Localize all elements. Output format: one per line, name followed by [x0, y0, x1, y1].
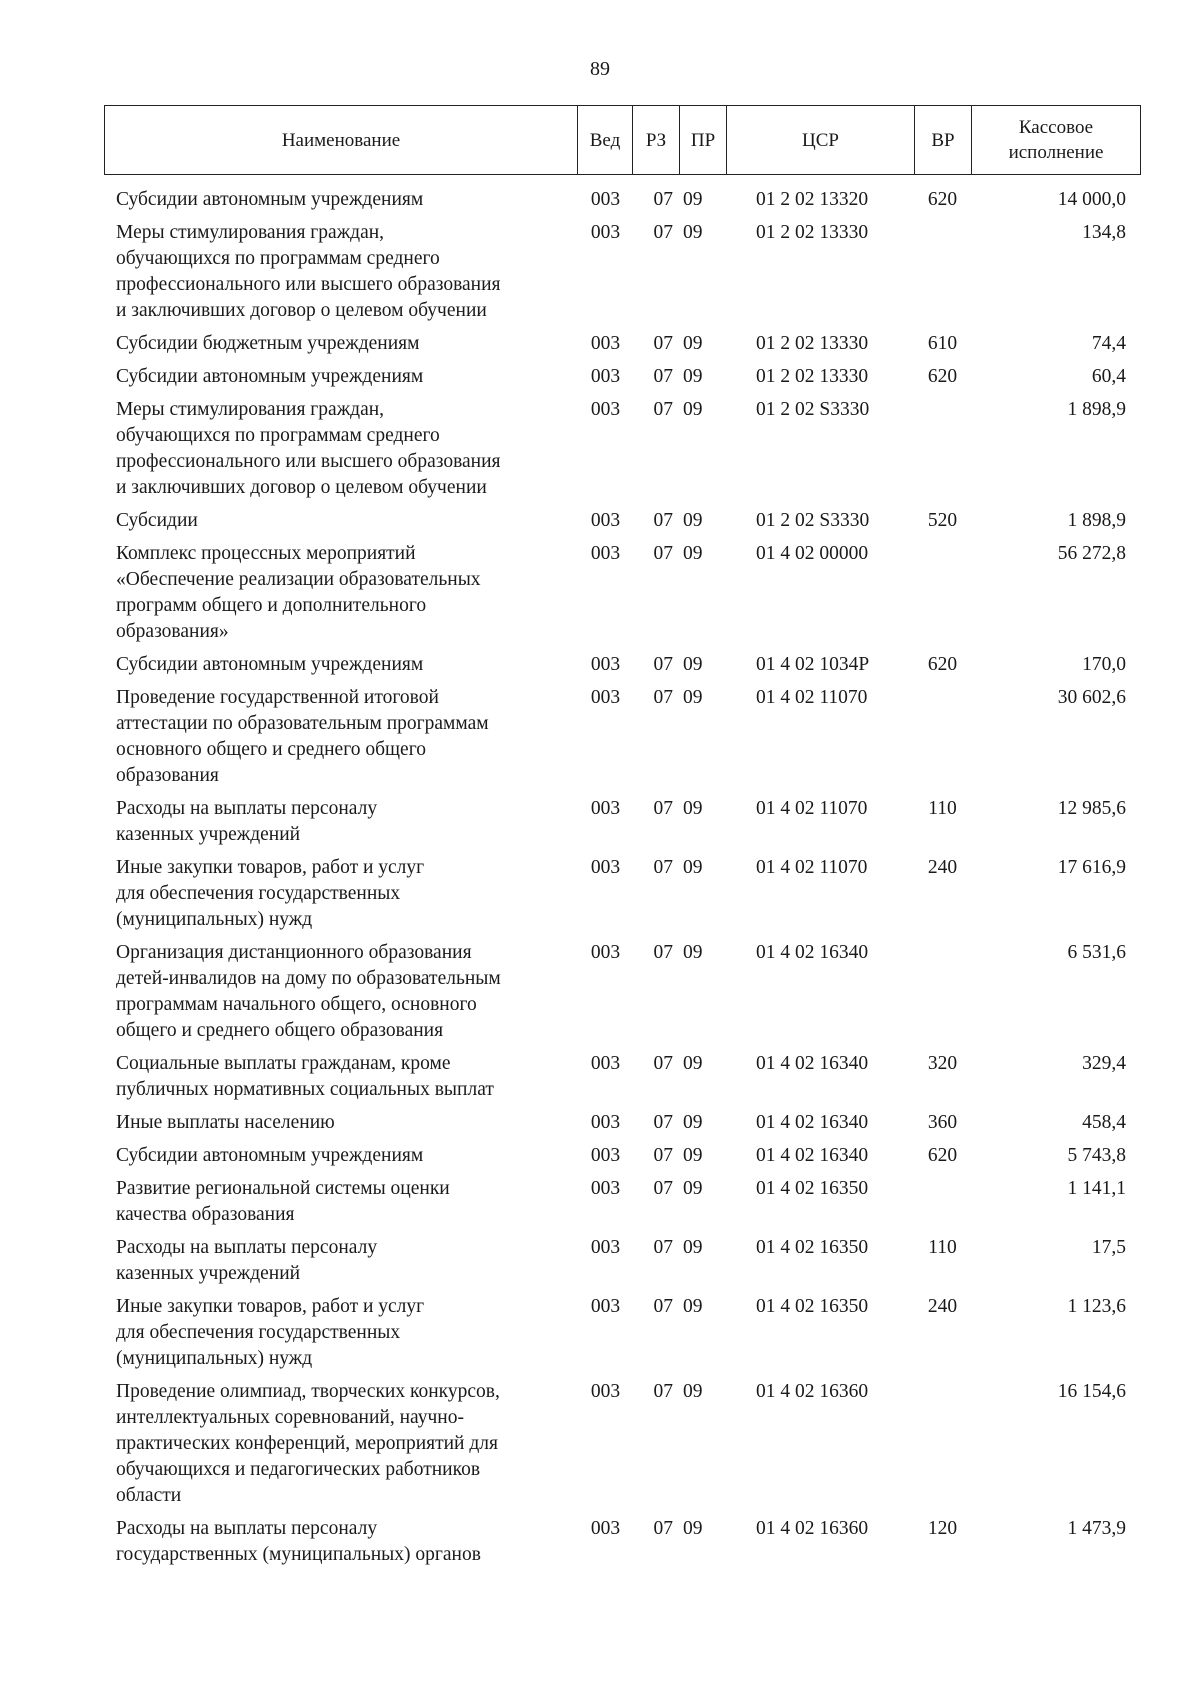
cell-amount: 17,5 — [1091, 1237, 1126, 1258]
cell-rz: 07 — [653, 366, 673, 387]
cell-name-line: Субсидии — [116, 510, 198, 531]
cell-ved: 003 — [590, 942, 621, 963]
cell-rz: 07 — [653, 687, 673, 708]
cell-csr: 01 2 02 13330 — [756, 366, 869, 387]
table-row — [104, 541, 1140, 652]
cell-rz: 07 — [653, 189, 673, 210]
cell-rz: 07 — [653, 1053, 673, 1074]
table-row — [104, 855, 1140, 940]
cell-vr: 520 — [927, 510, 958, 531]
cell-name — [104, 652, 577, 685]
cell-amount: 1 898,9 — [1067, 510, 1126, 531]
cell-ved: 003 — [590, 1237, 621, 1258]
cell-ved: 003 — [590, 333, 621, 354]
cell-name-line: Проведение олимпиад, творческих конкурсов, — [116, 1381, 500, 1402]
cell-ved: 003 — [590, 1053, 621, 1074]
table-row — [104, 1379, 1140, 1516]
table-row — [104, 1143, 1140, 1176]
cell-vr: 110 — [928, 1237, 957, 1258]
cell-csr: 01 2 02 13330 — [756, 222, 869, 243]
cell-rz: 07 — [653, 1112, 673, 1133]
cell-amount: 134,8 — [1082, 222, 1126, 243]
cell-vr: 620 — [927, 189, 958, 210]
cell-pr: 09 — [683, 687, 703, 708]
cell-amount: 5 743,8 — [1067, 1145, 1126, 1166]
cell-name-line: обучающихся по программам среднего — [116, 248, 440, 269]
cell-name — [104, 331, 577, 364]
cell-pr: 09 — [683, 222, 703, 243]
cell-name-line: интеллектуальных соревнований, научно- — [116, 1407, 464, 1428]
cell-name — [104, 1110, 577, 1143]
cell-ved: 003 — [590, 366, 621, 387]
cell-rz: 07 — [653, 510, 673, 531]
header-pr: ПР — [680, 106, 727, 175]
cell-amount: 458,4 — [1082, 1112, 1126, 1133]
header-vr: ВР — [915, 106, 972, 175]
cell-amount: 329,4 — [1082, 1053, 1126, 1074]
cell-name-line: Расходы на выплаты персоналу — [116, 798, 378, 819]
cell-csr: 01 2 02 13320 — [756, 189, 869, 210]
cell-csr: 01 4 02 1034P — [756, 654, 870, 675]
cell-vr — [914, 541, 971, 652]
cell-name-line: казенных учреждений — [116, 824, 301, 845]
cell-vr: 240 — [927, 1296, 958, 1317]
cell-name — [104, 940, 577, 1051]
cell-name-line: Комплекс процессных мероприятий — [116, 543, 416, 564]
cell-name-line: профессионального или высшего образования — [116, 451, 501, 472]
cell-pr: 09 — [683, 1112, 703, 1133]
cell-ved: 003 — [590, 189, 621, 210]
cell-name-line: Социальные выплаты гражданам, кроме — [116, 1053, 451, 1074]
cell-amount: 1 898,9 — [1067, 399, 1126, 420]
cell-amount: 56 272,8 — [1057, 543, 1126, 564]
cell-name — [104, 220, 577, 331]
cell-name-line: образования — [116, 765, 219, 786]
cell-name-line: Субсидии автономным учреждениям — [116, 654, 424, 675]
table-row — [104, 685, 1140, 796]
cell-csr: 01 4 02 11070 — [756, 857, 868, 878]
cell-name-line: качества образования — [116, 1204, 295, 1225]
cell-name-line: практических конференций, мероприятий для — [116, 1433, 498, 1454]
cell-csr: 01 4 02 16340 — [756, 1053, 869, 1074]
cell-name-line: Меры стимулирования граждан, — [116, 222, 385, 243]
cell-name — [104, 685, 577, 796]
cell-vr — [914, 397, 971, 508]
cell-vr: 110 — [928, 798, 957, 819]
cell-name-line: Меры стимулирования граждан, — [116, 399, 385, 420]
table-row — [104, 220, 1140, 331]
cell-vr: 620 — [927, 1145, 958, 1166]
cell-rz: 07 — [653, 798, 673, 819]
cell-pr: 09 — [683, 654, 703, 675]
cell-name-line: основного общего и среднего общего — [116, 739, 426, 760]
cell-name-line: (муниципальных) нужд — [116, 1348, 313, 1369]
cell-csr: 01 2 02 S3330 — [756, 399, 870, 420]
cell-name — [104, 796, 577, 855]
cell-name — [104, 541, 577, 652]
cell-pr: 09 — [683, 366, 703, 387]
table-row — [104, 1235, 1140, 1294]
table-header — [104, 105, 1141, 175]
budget-table — [104, 187, 1140, 1575]
cell-ved: 003 — [590, 1112, 621, 1133]
cell-pr: 09 — [683, 1237, 703, 1258]
cell-name-line: Субсидии автономным учреждениям — [116, 1145, 424, 1166]
cell-name-line: Организация дистанционного образования — [116, 942, 472, 963]
table-row — [104, 508, 1140, 541]
cell-name-line: для обеспечения государственных — [116, 883, 401, 904]
cell-pr: 09 — [683, 1381, 703, 1402]
cell-vr: 240 — [927, 857, 958, 878]
cell-csr: 01 4 02 00000 — [756, 543, 869, 564]
cell-amount: 17 616,9 — [1057, 857, 1126, 878]
cell-amount: 1 473,9 — [1067, 1518, 1126, 1539]
cell-name-line: Проведение государственной итоговой — [116, 687, 439, 708]
cell-ved: 003 — [590, 1178, 621, 1199]
header-rz: РЗ — [633, 106, 680, 175]
header-amount-line1: Кассовое — [1018, 117, 1094, 138]
table-row — [104, 1051, 1140, 1110]
cell-name-line: Субсидии бюджетным учреждениям — [116, 333, 420, 354]
cell-amount: 1 141,1 — [1067, 1178, 1126, 1199]
cell-name-line: и заключивших договор о целевом обучении — [116, 477, 487, 498]
cell-name-line: «Обеспечение реализации образовательных — [116, 569, 481, 590]
cell-name — [104, 508, 577, 541]
cell-name-line: детей-инвалидов на дому по образовательным — [116, 968, 501, 989]
cell-ved: 003 — [590, 1518, 621, 1539]
cell-name — [104, 1235, 577, 1294]
cell-csr: 01 4 02 16360 — [756, 1381, 869, 1402]
cell-rz: 07 — [653, 543, 673, 564]
table-row — [104, 940, 1140, 1051]
header-amount-line2: исполнение — [1008, 142, 1104, 163]
cell-csr: 01 4 02 16350 — [756, 1178, 869, 1199]
cell-csr: 01 4 02 16340 — [756, 1112, 869, 1133]
cell-name-line: государственных (муниципальных) органов — [116, 1544, 481, 1565]
cell-ved: 003 — [590, 857, 621, 878]
cell-ved: 003 — [590, 798, 621, 819]
table-row — [104, 187, 1140, 220]
cell-vr — [914, 1176, 971, 1235]
page-number: 89 — [590, 58, 610, 80]
cell-name-line: области — [116, 1485, 182, 1506]
cell-rz: 07 — [653, 1296, 673, 1317]
cell-vr: 320 — [927, 1053, 958, 1074]
cell-pr: 09 — [683, 510, 703, 531]
cell-csr: 01 4 02 16350 — [756, 1237, 869, 1258]
cell-pr: 09 — [683, 942, 703, 963]
cell-csr: 01 4 02 16350 — [756, 1296, 869, 1317]
cell-rz: 07 — [653, 1178, 673, 1199]
cell-name — [104, 364, 577, 397]
cell-pr: 09 — [683, 1518, 703, 1539]
cell-ved: 003 — [590, 654, 621, 675]
cell-vr: 610 — [927, 333, 958, 354]
cell-name-line: общего и среднего общего образования — [116, 1020, 444, 1041]
cell-name-line: аттестации по образовательным программам — [116, 713, 489, 734]
cell-name — [104, 1051, 577, 1110]
cell-name-line: Иные закупки товаров, работ и услуг — [116, 857, 425, 878]
header-amount — [972, 106, 1141, 175]
table-row — [104, 796, 1140, 855]
cell-rz: 07 — [653, 857, 673, 878]
cell-vr — [914, 685, 971, 796]
cell-name — [104, 1379, 577, 1516]
cell-name — [104, 1294, 577, 1379]
table-row — [104, 1110, 1140, 1143]
cell-amount: 170,0 — [1082, 654, 1126, 675]
cell-name-line: (муниципальных) нужд — [116, 909, 313, 930]
cell-amount: 14 000,0 — [1057, 189, 1126, 210]
cell-name-line: образования» — [116, 621, 229, 642]
cell-pr: 09 — [683, 1145, 703, 1166]
cell-rz: 07 — [653, 654, 673, 675]
cell-rz: 07 — [653, 222, 673, 243]
cell-amount: 60,4 — [1091, 366, 1126, 387]
cell-amount: 74,4 — [1091, 333, 1126, 354]
cell-vr — [914, 1379, 971, 1516]
cell-vr — [914, 220, 971, 331]
cell-name — [104, 1176, 577, 1235]
cell-name-line: Иные закупки товаров, работ и услуг — [116, 1296, 425, 1317]
cell-name-line: программ общего и дополнительного — [116, 595, 427, 616]
cell-rz: 07 — [653, 1381, 673, 1402]
header-name: Наименование — [105, 106, 578, 175]
cell-amount: 30 602,6 — [1057, 687, 1126, 708]
cell-pr: 09 — [683, 857, 703, 878]
cell-rz: 07 — [653, 1145, 673, 1166]
cell-csr: 01 4 02 16340 — [756, 1145, 869, 1166]
cell-name — [104, 1516, 577, 1575]
cell-name-line: программам начального общего, основного — [116, 994, 477, 1015]
cell-csr: 01 4 02 16360 — [756, 1518, 869, 1539]
cell-pr: 09 — [683, 543, 703, 564]
cell-pr: 09 — [683, 1296, 703, 1317]
cell-rz: 07 — [653, 942, 673, 963]
cell-amount: 12 985,6 — [1057, 798, 1126, 819]
cell-ved: 003 — [590, 510, 621, 531]
cell-name-line: Расходы на выплаты персоналу — [116, 1237, 378, 1258]
table-row — [104, 652, 1140, 685]
cell-name-line: казенных учреждений — [116, 1263, 301, 1284]
table-row — [104, 364, 1140, 397]
header-csr: ЦСР — [727, 106, 915, 175]
cell-ved: 003 — [590, 543, 621, 564]
cell-name-line: Иные выплаты населению — [116, 1112, 335, 1133]
table-row — [104, 1294, 1140, 1379]
cell-pr: 09 — [683, 399, 703, 420]
cell-name-line: и заключивших договор о целевом обучении — [116, 300, 487, 321]
cell-csr: 01 2 02 13330 — [756, 333, 869, 354]
cell-vr: 360 — [927, 1112, 958, 1133]
cell-name-line: обучающихся и педагогических работников — [116, 1459, 481, 1480]
cell-name-line: Расходы на выплаты персоналу — [116, 1518, 378, 1539]
cell-name — [104, 1143, 577, 1176]
table-row — [104, 397, 1140, 508]
cell-name-line: обучающихся по программам среднего — [116, 425, 440, 446]
cell-amount: 1 123,6 — [1067, 1296, 1126, 1317]
header-ved: Вед — [578, 106, 633, 175]
cell-ved: 003 — [590, 222, 621, 243]
cell-ved: 003 — [590, 1381, 621, 1402]
cell-vr: 620 — [927, 366, 958, 387]
cell-csr: 01 4 02 16340 — [756, 942, 869, 963]
table-row — [104, 331, 1140, 364]
cell-name-line: профессионального или высшего образования — [116, 274, 501, 295]
cell-ved: 003 — [590, 687, 621, 708]
cell-amount: 6 531,6 — [1067, 942, 1126, 963]
cell-rz: 07 — [653, 1518, 673, 1539]
table-body — [104, 187, 1140, 1575]
cell-name-line: Субсидии автономным учреждениям — [116, 189, 424, 210]
cell-ved: 003 — [590, 1145, 621, 1166]
table-row — [104, 1176, 1140, 1235]
cell-ved: 003 — [590, 399, 621, 420]
cell-pr: 09 — [683, 333, 703, 354]
cell-pr: 09 — [683, 798, 703, 819]
cell-rz: 07 — [653, 399, 673, 420]
cell-name-line: публичных нормативных социальных выплат — [116, 1079, 494, 1100]
cell-ved: 003 — [590, 1296, 621, 1317]
cell-pr: 09 — [683, 1178, 703, 1199]
cell-pr: 09 — [683, 189, 703, 210]
cell-vr — [914, 940, 971, 1051]
cell-vr: 120 — [927, 1518, 958, 1539]
cell-csr: 01 2 02 S3330 — [756, 510, 870, 531]
cell-name — [104, 187, 577, 220]
cell-vr: 620 — [927, 654, 958, 675]
cell-csr: 01 4 02 11070 — [756, 798, 868, 819]
cell-name-line: Развитие региональной системы оценки — [116, 1178, 450, 1199]
cell-name-line: Субсидии автономным учреждениям — [116, 366, 424, 387]
cell-name — [104, 397, 577, 508]
cell-pr: 09 — [683, 1053, 703, 1074]
cell-name-line: для обеспечения государственных — [116, 1322, 401, 1343]
table-row — [104, 1516, 1140, 1575]
cell-csr: 01 4 02 11070 — [756, 687, 868, 708]
cell-rz: 07 — [653, 1237, 673, 1258]
cell-name — [104, 855, 577, 940]
cell-amount: 16 154,6 — [1057, 1381, 1126, 1402]
cell-rz: 07 — [653, 333, 673, 354]
